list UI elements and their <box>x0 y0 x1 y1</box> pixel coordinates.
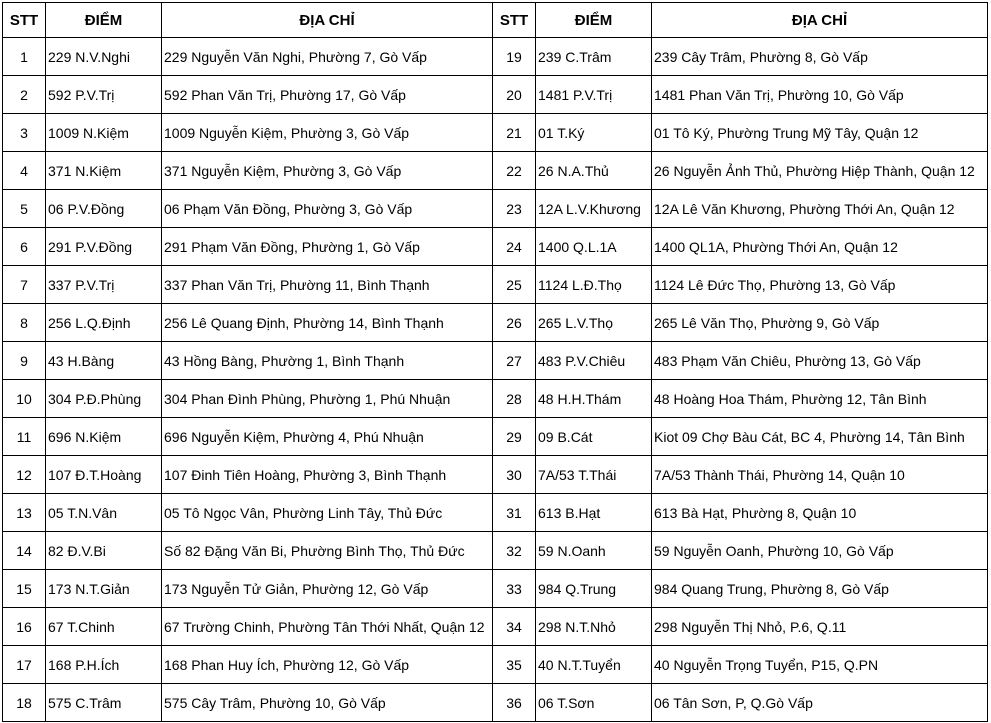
table-row <box>3 38 988 76</box>
table-row <box>3 608 988 646</box>
stt-cell-right: 36 <box>493 684 536 722</box>
point-cell-left: 229 N.V.Nghi <box>46 38 162 76</box>
address-cell-left: 229 Nguyễn Văn Nghi, Phường 7, Gò Vấp <box>162 38 493 76</box>
point-cell-right: 26 N.A.Thủ <box>536 152 652 190</box>
address-cell-left: 06 Phạm Văn Đồng, Phường 3, Gò Vấp <box>162 190 493 228</box>
address-cell-left: 168 Phan Huy Ích, Phường 12, Gò Vấp <box>162 646 493 684</box>
address-cell-left: 575 Cây Trâm, Phường 10, Gò Vấp <box>162 684 493 722</box>
address-cell-right: Kiot 09 Chợ Bàu Cát, BC 4, Phường 14, Tân Bình <box>652 418 988 456</box>
address-cell-right: 59 Nguyễn Oanh, Phường 10, Gò Vấp <box>652 532 988 570</box>
table-row <box>3 570 988 608</box>
point-cell-right: 40 N.T.Tuyển <box>536 646 652 684</box>
table-row <box>3 418 988 456</box>
point-cell-right: 984 Q.Trung <box>536 570 652 608</box>
point-cell-left: 06 P.V.Đồng <box>46 190 162 228</box>
point-cell-left: 696 N.Kiệm <box>46 418 162 456</box>
address-cell-left: 173 Nguyễn Tử Giản, Phường 12, Gò Vấp <box>162 570 493 608</box>
table-row <box>3 114 988 152</box>
address-cell-right: 265 Lê Văn Thọ, Phường 9, Gò Vấp <box>652 304 988 342</box>
point-cell-right: 59 N.Oanh <box>536 532 652 570</box>
stt-cell-left: 8 <box>3 304 46 342</box>
stt-cell-right: 25 <box>493 266 536 304</box>
stt-cell-left: 7 <box>3 266 46 304</box>
table-row <box>3 76 988 114</box>
stt-cell-right: 19 <box>493 38 536 76</box>
point-cell-left: 107 Đ.T.Hoàng <box>46 456 162 494</box>
stt-cell-left: 11 <box>3 418 46 456</box>
point-cell-left: 1009 N.Kiệm <box>46 114 162 152</box>
point-cell-left: 371 N.Kiệm <box>46 152 162 190</box>
header-address-left: ĐỊA CHỈ <box>162 3 493 38</box>
stt-cell-right: 22 <box>493 152 536 190</box>
address-cell-left: 1009 Nguyễn Kiệm, Phường 3, Gò Vấp <box>162 114 493 152</box>
address-cell-right: 483 Phạm Văn Chiêu, Phường 13, Gò Vấp <box>652 342 988 380</box>
table-row <box>3 494 988 532</box>
address-cell-right: 40 Nguyễn Trọng Tuyển, P15, Q.PN <box>652 646 988 684</box>
stt-cell-left: 18 <box>3 684 46 722</box>
point-cell-right: 483 P.V.Chiêu <box>536 342 652 380</box>
header-stt-left: STT <box>3 3 46 38</box>
address-cell-left: Số 82 Đặng Văn Bi, Phường Bình Thọ, Thủ Đức <box>162 532 493 570</box>
stt-cell-right: 32 <box>493 532 536 570</box>
point-cell-right: 1124 L.Đ.Thọ <box>536 266 652 304</box>
address-cell-left: 304 Phan Đình Phùng, Phường 1, Phú Nhuận <box>162 380 493 418</box>
store-location-table <box>2 2 988 722</box>
stt-cell-left: 10 <box>3 380 46 418</box>
stt-cell-left: 5 <box>3 190 46 228</box>
header-row <box>3 3 988 38</box>
address-cell-left: 05 Tô Ngọc Vân, Phường Linh Tây, Thủ Đức <box>162 494 493 532</box>
address-cell-left: 107 Đinh Tiên Hoàng, Phường 3, Bình Thạnh <box>162 456 493 494</box>
table-row <box>3 684 988 722</box>
address-cell-right: 239 Cây Trâm, Phường 8, Gò Vấp <box>652 38 988 76</box>
table-row <box>3 532 988 570</box>
point-cell-left: 173 N.T.Giản <box>46 570 162 608</box>
address-cell-right: 01 Tô Ký, Phường Trung Mỹ Tây, Quận 12 <box>652 114 988 152</box>
stt-cell-left: 12 <box>3 456 46 494</box>
point-cell-right: 01 T.Ký <box>536 114 652 152</box>
stt-cell-right: 26 <box>493 304 536 342</box>
stt-cell-right: 20 <box>493 76 536 114</box>
address-cell-right: 1400 QL1A, Phường Thới An, Quận 12 <box>652 228 988 266</box>
stt-cell-right: 24 <box>493 228 536 266</box>
point-cell-left: 67 T.Chinh <box>46 608 162 646</box>
stt-cell-left: 6 <box>3 228 46 266</box>
point-cell-right: 09 B.Cát <box>536 418 652 456</box>
table-row <box>3 380 988 418</box>
stt-cell-left: 17 <box>3 646 46 684</box>
point-cell-right: 12A L.V.Khương <box>536 190 652 228</box>
address-cell-left: 337 Phan Văn Trị, Phường 11, Bình Thạnh <box>162 266 493 304</box>
header-stt-right: STT <box>493 3 536 38</box>
stt-cell-left: 1 <box>3 38 46 76</box>
point-cell-right: 239 C.Trâm <box>536 38 652 76</box>
address-cell-right: 1481 Phan Văn Trị, Phường 10, Gò Vấp <box>652 76 988 114</box>
stt-cell-left: 3 <box>3 114 46 152</box>
stt-cell-right: 21 <box>493 114 536 152</box>
address-cell-right: 613 Bà Hạt, Phường 8, Quận 10 <box>652 494 988 532</box>
table-row <box>3 152 988 190</box>
address-cell-left: 371 Nguyễn Kiệm, Phường 3, Gò Vấp <box>162 152 493 190</box>
table-row <box>3 228 988 266</box>
address-cell-right: 26 Nguyễn Ảnh Thủ, Phường Hiệp Thành, Quận 12 <box>652 152 988 190</box>
point-cell-right: 265 L.V.Thọ <box>536 304 652 342</box>
address-cell-right: 7A/53 Thành Thái, Phường 14, Quận 10 <box>652 456 988 494</box>
stt-cell-right: 27 <box>493 342 536 380</box>
stt-cell-left: 13 <box>3 494 46 532</box>
table-row <box>3 304 988 342</box>
point-cell-right: 48 H.H.Thám <box>536 380 652 418</box>
header-point-left: ĐIỂM <box>46 3 162 38</box>
table-row <box>3 190 988 228</box>
point-cell-right: 1481 P.V.Trị <box>536 76 652 114</box>
point-cell-left: 304 P.Đ.Phùng <box>46 380 162 418</box>
point-cell-left: 256 L.Q.Định <box>46 304 162 342</box>
table-row <box>3 342 988 380</box>
point-cell-left: 337 P.V.Trị <box>46 266 162 304</box>
address-cell-left: 592 Phan Văn Trị, Phường 17, Gò Vấp <box>162 76 493 114</box>
point-cell-left: 168 P.H.Ích <box>46 646 162 684</box>
point-cell-right: 1400 Q.L.1A <box>536 228 652 266</box>
stt-cell-right: 30 <box>493 456 536 494</box>
point-cell-left: 575 C.Trâm <box>46 684 162 722</box>
stt-cell-right: 29 <box>493 418 536 456</box>
table-row <box>3 266 988 304</box>
stt-cell-right: 34 <box>493 608 536 646</box>
stt-cell-right: 23 <box>493 190 536 228</box>
address-cell-left: 256 Lê Quang Định, Phường 14, Bình Thạnh <box>162 304 493 342</box>
point-cell-right: 298 N.T.Nhỏ <box>536 608 652 646</box>
stt-cell-left: 2 <box>3 76 46 114</box>
header-point-right: ĐIỂM <box>536 3 652 38</box>
point-cell-right: 613 B.Hạt <box>536 494 652 532</box>
stt-cell-right: 28 <box>493 380 536 418</box>
address-cell-left: 696 Nguyễn Kiệm, Phường 4, Phú Nhuận <box>162 418 493 456</box>
point-cell-left: 82 Đ.V.Bi <box>46 532 162 570</box>
point-cell-left: 592 P.V.Trị <box>46 76 162 114</box>
point-cell-left: 291 P.V.Đồng <box>46 228 162 266</box>
address-cell-left: 291 Phạm Văn Đồng, Phường 1, Gò Vấp <box>162 228 493 266</box>
header-address-right: ĐỊA CHỈ <box>652 3 988 38</box>
address-cell-left: 43 Hồng Bàng, Phường 1, Bình Thạnh <box>162 342 493 380</box>
address-cell-right: 12A Lê Văn Khương, Phường Thới An, Quận 12 <box>652 190 988 228</box>
stt-cell-left: 4 <box>3 152 46 190</box>
table-row <box>3 456 988 494</box>
stt-cell-left: 15 <box>3 570 46 608</box>
stt-cell-left: 16 <box>3 608 46 646</box>
address-cell-left: 67 Trường Chinh, Phường Tân Thới Nhất, Quận 12 <box>162 608 493 646</box>
address-cell-right: 06 Tân Sơn, P, Q.Gò Vấp <box>652 684 988 722</box>
address-cell-right: 298 Nguyễn Thị Nhỏ, P.6, Q.11 <box>652 608 988 646</box>
stt-cell-right: 35 <box>493 646 536 684</box>
stt-cell-left: 9 <box>3 342 46 380</box>
point-cell-left: 43 H.Bàng <box>46 342 162 380</box>
stt-cell-right: 31 <box>493 494 536 532</box>
address-cell-right: 984 Quang Trung, Phường 8, Gò Vấp <box>652 570 988 608</box>
address-cell-right: 1124 Lê Đức Thọ, Phường 13, Gò Vấp <box>652 266 988 304</box>
table-row <box>3 646 988 684</box>
point-cell-right: 7A/53 T.Thái <box>536 456 652 494</box>
address-cell-right: 48 Hoàng Hoa Thám, Phường 12, Tân Bình <box>652 380 988 418</box>
point-cell-right: 06 T.Sơn <box>536 684 652 722</box>
stt-cell-left: 14 <box>3 532 46 570</box>
point-cell-left: 05 T.N.Vân <box>46 494 162 532</box>
stt-cell-right: 33 <box>493 570 536 608</box>
